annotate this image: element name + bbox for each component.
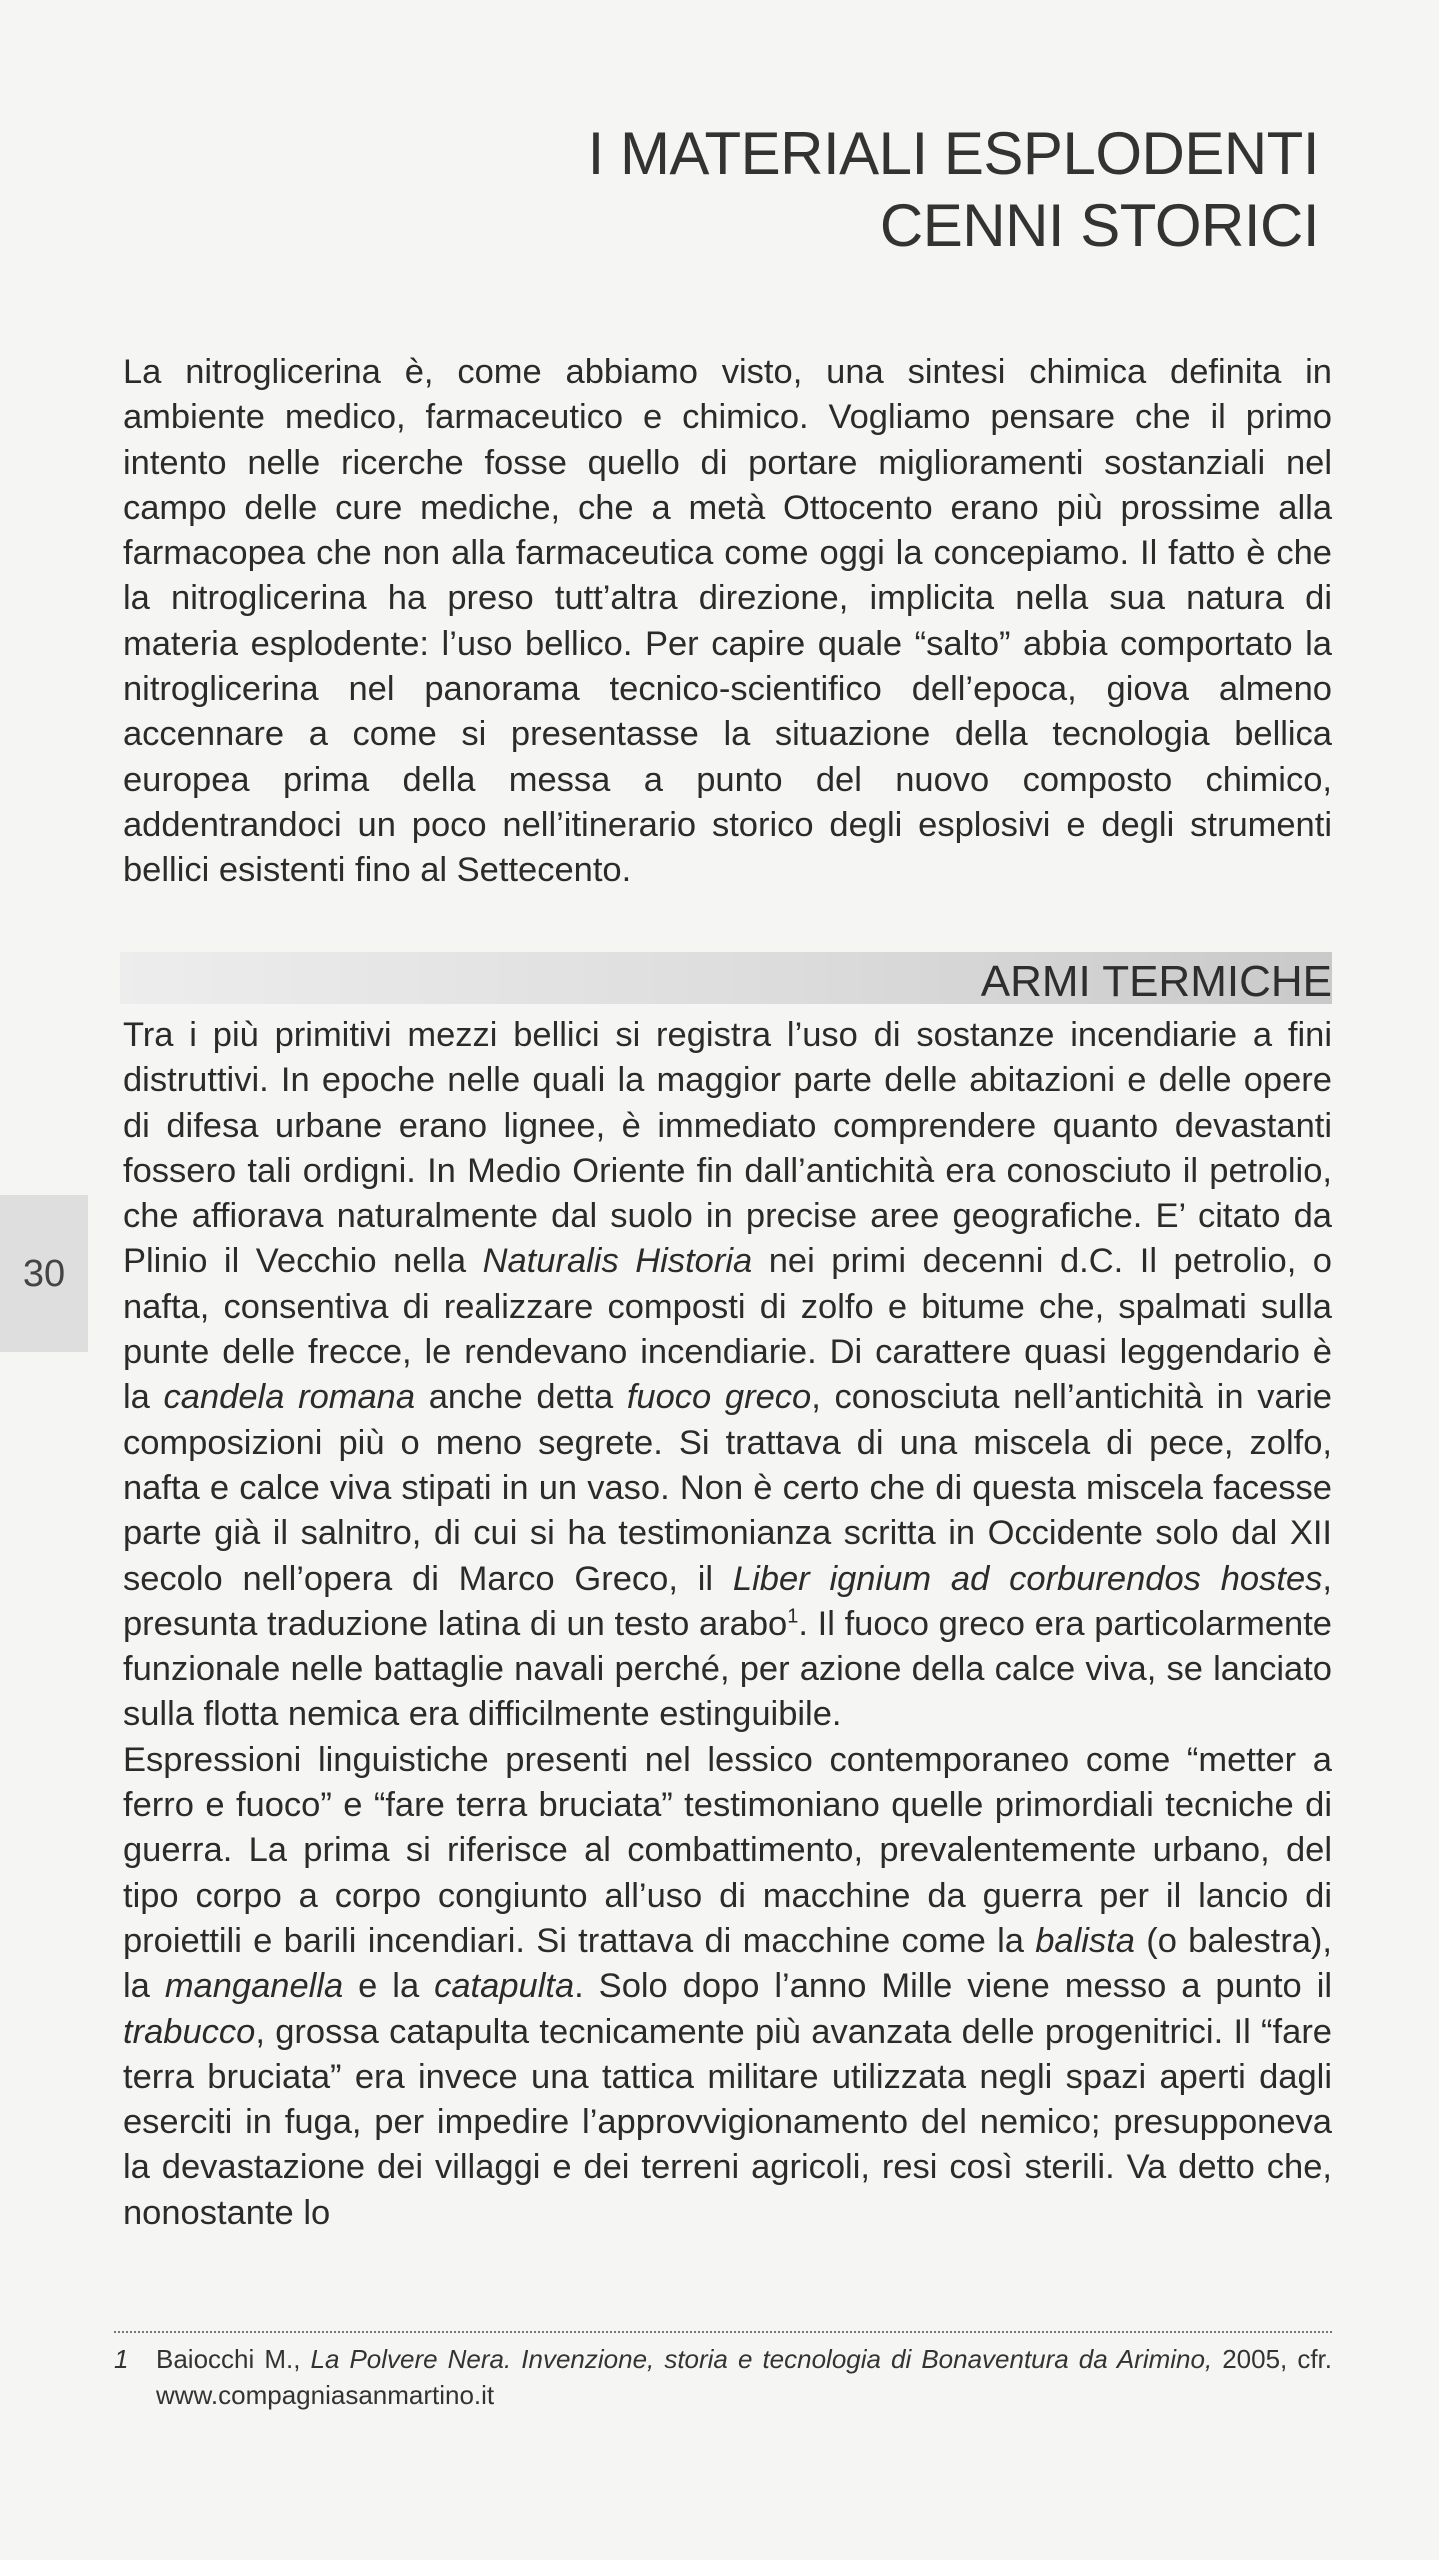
- text-run: , grossa catapulta tecnicamente più avanzata delle progenitrici. Il “fare terra bruciata” era invece una tattica militare utilizzata negli spazi aperti dagli eserciti in fuga, per impedire l’approvvigionamento del nemico; presupponeva la devastazione dei villaggi e dei terreni agricoli, resi così sterili. Va detto che, nonostante lo: [123, 2012, 1332, 2232]
- text-run: nei primi decenni d.C. Il petrolio, o nafta, consentiva di realizzare composti di zolfo e bitume che, spalmati sulla punte delle frecce, le rendevano incendiarie. Di carattere quasi leggendario è la: [123, 1242, 1332, 1417]
- text-run: . Solo dopo l’anno Mille viene messo a punto il: [574, 1967, 1333, 2006]
- text-run: Espressioni linguistiche presenti nel lessico contemporaneo come “metter a ferro e fuoco” e “fare terra bruciata” testimoniano quelle primordiali tecniche di guerra. La prima si riferisce al combattimento, prevalentemente urbano, del tipo corpo a corpo congiunto all’uso di macchine da guerra per il lancio di proiettili e barili incendiari. Si trattava di macchine come la: [123, 1740, 1332, 1960]
- intro-paragraph: La nitroglicerina è, come abbiamo visto, una sintesi chimica definita in ambiente medico, farmaceutico e chimico. Vogliamo pensare che il primo intento nelle ricerche fosse quello di portare miglioramenti sostanziali nel campo delle cure mediche, che a metà Ottocento erano più prossime alla farmacopea che non alla farmaceutica come oggi la concepiamo. Il fatto è che la nitroglicerina ha preso tutt’altra direzione, implicita nella sua natura di materia esplodente: l’uso bellico. Per capire quale “salto” abbia comportato la nitroglicerina nel panorama tecnico-scientifico dell’epoca, giova almeno accennare a come si presentasse la situazione della tecnologia bellica europea prima della messa a punto del nuovo composto chimico, addentrandoci un poco nell’itinerario storico degli esplosivi e degli strumenti bellici esistenti fino al Settecento.: [123, 353, 1332, 890]
- chapter-title-line-2: CENNI STORICI: [879, 192, 1319, 259]
- chapter-title: [588, 118, 1319, 262]
- italic-title: Naturalis Historia: [482, 1242, 753, 1281]
- italic-term: trabucco: [123, 2012, 256, 2051]
- italic-term: fuoco greco: [626, 1378, 812, 1417]
- chapter-title-line-1: I MATERIALI ESPLODENTI: [587, 120, 1319, 187]
- body-paragraph-2: [123, 1738, 1332, 2236]
- text-run: Tra i più primitivi mezzi bellici si registra l’uso di sostanze incendiarie a fini distruttivi. In epoche nelle quali la maggior parte delle abitazioni e delle opere di difesa urbane erano lignee, è immediato comprendere quanto devastanti fossero tali ordigni. In Medio Oriente fin dall’antichità era conosciuto il petrolio, che affiorava naturalmente dal suolo in precise aree geografiche. E’ citato da Plinio il Vecchio nella: [123, 1016, 1332, 1281]
- footnote-divider: [114, 2331, 1332, 2333]
- footnote: [114, 2341, 1332, 2413]
- text-run: e la: [343, 1967, 435, 2006]
- footnote-reference: 1: [787, 1605, 799, 1628]
- body-paragraph-1: [123, 1013, 1332, 1738]
- text-run: , presunta traduzione latina di un testo arabo: [123, 1559, 1332, 1643]
- footnote-author: Baiocchi M.,: [156, 2344, 311, 2374]
- footnote-text: [156, 2341, 1332, 2413]
- footnote-number: 1: [114, 2344, 129, 2374]
- section-body: [123, 1013, 1332, 2236]
- footnote-source: 2005, cfr. www.compagniasanmartino.it: [156, 2344, 1333, 2410]
- italic-term: catapulta: [434, 1967, 575, 2006]
- text-run: anche detta: [415, 1378, 627, 1417]
- italic-term: manganella: [164, 1967, 344, 2006]
- italic-term: balista: [1035, 1921, 1135, 1960]
- footnote-work-title: La Polvere Nera. Invenzione, storia e tecnologia di Bonaventura da Arimino,: [310, 2344, 1213, 2374]
- italic-title: Liber ignium ad corburendos hostes: [732, 1559, 1323, 1598]
- section-heading: ARMI TERMICHE: [980, 957, 1332, 1006]
- text-run: , conosciuta nell’antichità in varie composizioni più o meno segrete. Si trattava di una miscela di pece, zolfo, nafta e calce viva stipati in un vaso. Non è certo che di questa miscela facesse parte già il salnitro, di cui si ha testimonianza scritta in Occidente solo dal XII secolo nell’opera di Marco Greco, il: [123, 1378, 1332, 1598]
- page-number: 30: [22, 1253, 66, 1295]
- text-run: . Il fuoco greco era particolarmente funzionale nelle battaglie navali perché, per azione della calce viva, se lanciato sulla flotta nemica era difficilmente estinguibile.: [123, 1604, 1332, 1734]
- italic-term: candela romana: [163, 1378, 416, 1417]
- text-run: (o balestra), la: [123, 1921, 1332, 2006]
